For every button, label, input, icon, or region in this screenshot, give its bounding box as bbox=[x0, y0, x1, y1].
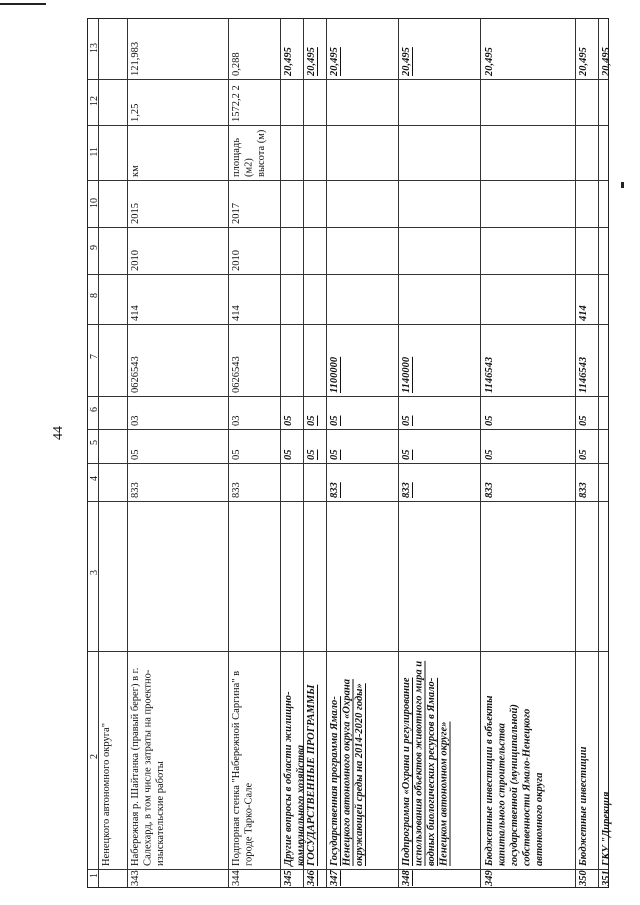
header-col-12: 12 bbox=[89, 96, 100, 106]
header-col-11: 11 bbox=[89, 146, 100, 157]
cell-name: Бюджетные инвестиции bbox=[577, 746, 589, 866]
cell-c4: 833 bbox=[400, 482, 412, 498]
cell-name: Другие вопросы в области жилищно-коммунального хозяйства bbox=[282, 691, 307, 866]
cell-c6: 05 bbox=[400, 415, 412, 426]
cell-c13: 20,495 bbox=[600, 47, 612, 76]
cell-c11: км bbox=[130, 165, 142, 177]
cell-c10: 2015 bbox=[130, 203, 142, 224]
cell-num: 344 bbox=[231, 870, 243, 886]
header-col-8: 8 bbox=[89, 293, 100, 298]
cell-c13: 20,495 bbox=[577, 47, 589, 76]
cell-c6: 03 bbox=[231, 415, 243, 426]
cell-c13: 20,495 bbox=[400, 47, 412, 76]
cell-c5: 05 bbox=[483, 449, 495, 460]
cell-name: Бюджетные инвестиции в объекты капитального строительства государственной (муниципальной) собственности Ямало-Ненецкого автономного округа bbox=[483, 695, 545, 866]
cell-c8: 414 bbox=[577, 305, 589, 321]
header-col-6: 6 bbox=[89, 406, 100, 412]
cell-name: Набережная р. Шайтанка (правый берег) в г. Салехард, в том числе затраты на проектно-изыскательские работы bbox=[130, 667, 167, 866]
cell-c13: 20,495 bbox=[483, 47, 495, 76]
cell-c11: площадь (м2) высота (м) bbox=[231, 129, 268, 177]
header-col-9: 9 bbox=[89, 244, 100, 250]
cell-num: 346 bbox=[305, 870, 317, 886]
cell-num: 349 bbox=[483, 870, 495, 886]
header-col-7: 7 bbox=[89, 354, 100, 359]
cell-num: 350 bbox=[577, 870, 589, 886]
cell-num: 343 bbox=[130, 870, 142, 886]
cell-num: 351 bbox=[600, 870, 612, 886]
rotated-budget-table bbox=[87, 18, 612, 888]
cell-num: 348 bbox=[400, 870, 412, 886]
cell-c4: 833 bbox=[483, 482, 495, 498]
cell-name: Подпрограмма «Охрана и регулирование использования объектов животного мира и водных биологических ресурсов в Ямало-Ненецком автономном округе» bbox=[400, 660, 450, 866]
header-col-5: 5 bbox=[89, 440, 100, 445]
cell-c6: 03 bbox=[130, 415, 142, 426]
cell-num: 345 bbox=[282, 870, 294, 886]
cell-c6: 05 bbox=[328, 415, 340, 426]
header-col-3: 3 bbox=[89, 570, 100, 575]
cell-c4: 833 bbox=[231, 482, 243, 498]
top-rule bbox=[0, 3, 46, 5]
cell-c6: 05 bbox=[282, 415, 294, 426]
header-col-2: 2 bbox=[89, 754, 100, 759]
cell-c5: 05 bbox=[305, 449, 317, 460]
cell-c5: 05 bbox=[400, 449, 412, 460]
header-col-1: 1 bbox=[89, 873, 100, 878]
cell-c13: 20,495 bbox=[328, 47, 340, 76]
cell-c4: 833 bbox=[577, 482, 589, 498]
cell-name: ГОСУДАРСТВЕННЫЕ ПРОГРАММЫ bbox=[305, 684, 317, 866]
cell-c4: 833 bbox=[328, 482, 340, 498]
cell-c5: 05 bbox=[328, 449, 340, 460]
cell-c5: 05 bbox=[231, 449, 243, 460]
cell-c5: 05 bbox=[130, 449, 142, 460]
cell-c5: 05 bbox=[282, 449, 294, 460]
cell-c6: 05 bbox=[483, 415, 495, 426]
cell-c12: 1572,2 2 bbox=[231, 85, 243, 122]
header-col-4: 4 bbox=[89, 476, 100, 481]
cell-c7: 1100000 bbox=[328, 356, 340, 393]
cell-c7: 1146543 bbox=[483, 356, 495, 393]
header-col-13: 13 bbox=[89, 43, 100, 53]
cell-c7: 1146543 bbox=[577, 356, 589, 393]
margin-mark bbox=[621, 182, 624, 188]
cell-c12: 1,25 bbox=[130, 103, 142, 122]
cell-c9: 2010 bbox=[231, 250, 243, 271]
cell-c7: 0626543 bbox=[130, 356, 142, 393]
cell-c8: 414 bbox=[130, 305, 142, 321]
cell-c13: 0,288 bbox=[231, 52, 243, 76]
cell-c7: 0626543 bbox=[231, 356, 243, 393]
cell-c10: 2017 bbox=[231, 203, 243, 224]
header-col-10: 10 bbox=[89, 197, 100, 208]
cell-num: 347 bbox=[328, 870, 340, 886]
cell-c5: 05 bbox=[577, 449, 589, 460]
cell-c13: 20,495 bbox=[282, 47, 294, 76]
cell-name: Подпорная стенка "Набережной Саргина" в городе Тарко-Сале bbox=[231, 670, 255, 866]
cell-c6: 05 bbox=[577, 415, 589, 426]
cell-c8: 414 bbox=[231, 305, 243, 321]
cell-name: Государственная программа Ямало-Ненецкого автономного округа «Охрана окружающей среды на 2014-2020 годы» bbox=[328, 679, 365, 866]
cell-c7: 1140000 bbox=[400, 356, 412, 393]
cell-c13: 121,983 bbox=[130, 41, 142, 76]
cell-c6: 05 bbox=[305, 415, 317, 426]
cell-name: Ненецкого автономного округа" bbox=[101, 722, 113, 866]
cell-c9: 2010 bbox=[130, 250, 142, 271]
cell-c4: 833 bbox=[130, 482, 142, 498]
cell-c13: 20,495 bbox=[305, 47, 317, 76]
page-number: 44 bbox=[51, 426, 66, 440]
cell-name: ГКУ "Дирекция bbox=[600, 791, 612, 866]
